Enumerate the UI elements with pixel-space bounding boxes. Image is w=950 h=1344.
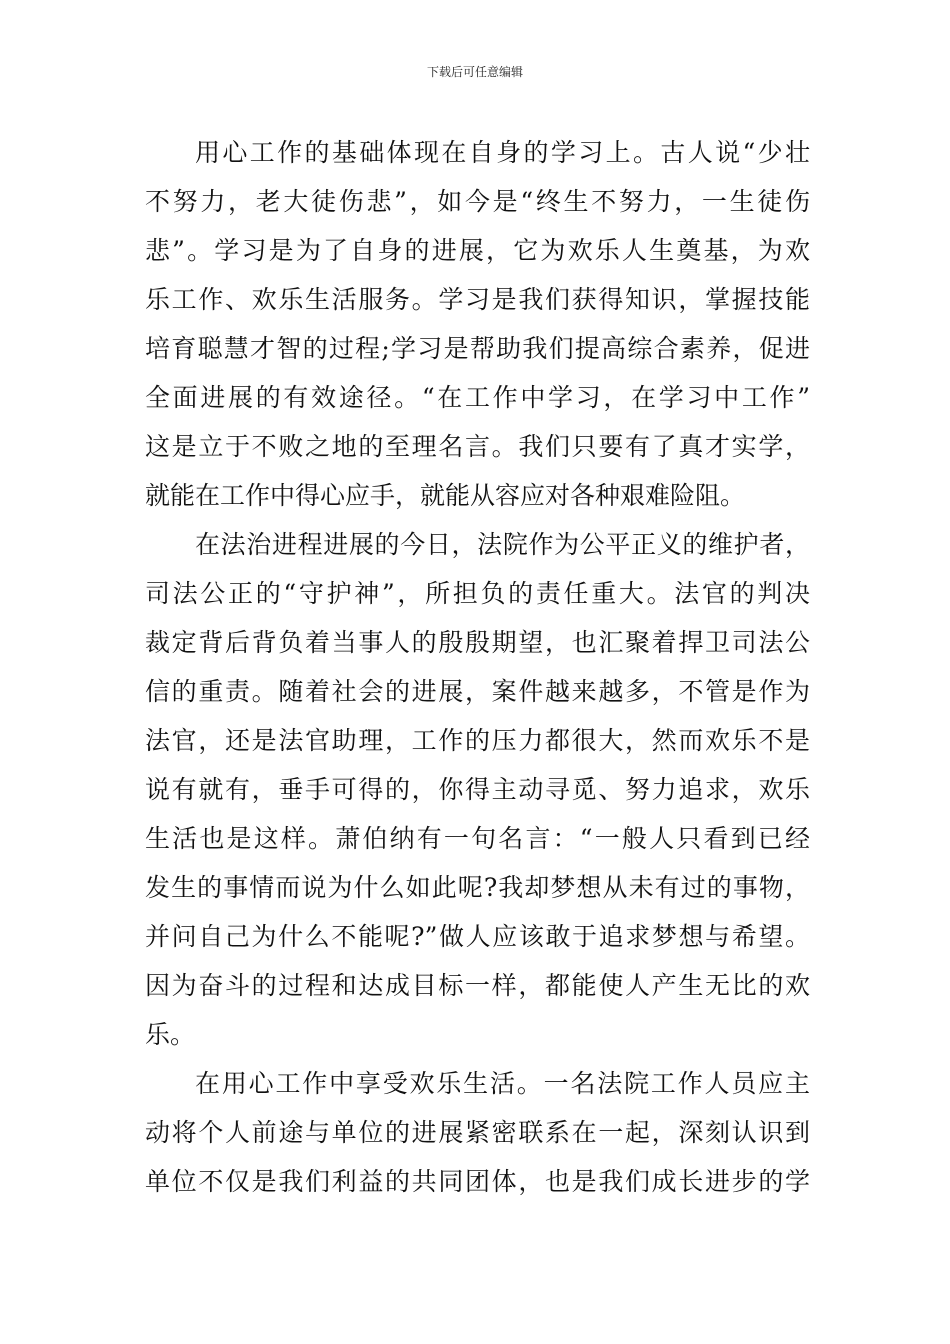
text-line: 用心工作的基础体现在自身的学习上。古人说“少壮	[195, 138, 810, 167]
text-line: 乐。	[145, 1020, 196, 1049]
text-line: 就能在工作中得心应手，就能从容应对各种艰难险阻。	[145, 481, 746, 510]
text-line: 全面进展的有效途径。“在工作中学习，在学习中工作”	[145, 383, 810, 412]
text-line: 司法公正的“守护神”，所担负的责任重大。法官的判决	[145, 579, 810, 608]
text-line: 裁定背后背负着当事人的殷殷期望，也汇聚着捍卫司法公	[145, 628, 810, 657]
text-line: 并问自己为什么不能呢?”做人应该敢于追求梦想与希望。	[145, 922, 810, 951]
text-line: 悲”。学习是为了自身的进展，它为欢乐人生奠基，为欢	[145, 236, 810, 265]
text-line: 培育聪慧才智的过程;学习是帮助我们提高综合素养，促进	[145, 334, 810, 363]
text-line: 说有就有，垂手可得的，你得主动寻觅、努力追求，欢乐	[145, 775, 810, 804]
text-line: 信的重责。随着社会的进展，案件越来越多，不管是作为	[145, 677, 810, 706]
page-header: 下载后可任意编辑	[426, 65, 523, 79]
text-line: 单位不仅是我们利益的共同团体，也是我们成长进步的学	[145, 1167, 810, 1196]
text-line: 在法治进程进展的今日，法院作为公平正义的维护者，	[195, 530, 810, 559]
text-line: 法官，还是法官助理，工作的压力都很大，然而欢乐不是	[145, 726, 810, 755]
text-line: 这是立于不败之地的至理名言。我们只要有了真才实学，	[145, 432, 810, 461]
paragraph-2	[145, 520, 810, 1059]
text-line: 动将个人前途与单位的进展紧密联系在一起，深刻认识到	[145, 1118, 810, 1147]
text-line: 不努力，老大徒伤悲”，如今是“终生不努力，一生徒伤	[145, 187, 810, 216]
text-line: 在用心工作中享受欢乐生活。一名法院工作人员应主	[195, 1069, 810, 1098]
text-line: 乐工作、欢乐生活服务。学习是我们获得知识，掌握技能	[145, 285, 810, 314]
text-line: 生活也是这样。萧伯纳有一句名言：“一般人只看到已经	[145, 824, 810, 853]
paragraph-1	[145, 128, 810, 520]
document-body	[145, 128, 810, 1206]
text-line: 因为奋斗的过程和达成目标一样，都能使人产生无比的欢	[145, 971, 810, 1000]
paragraph-3	[145, 1059, 810, 1206]
text-line: 发生的事情而说为什么如此呢?我却梦想从未有过的事物，	[145, 873, 810, 902]
